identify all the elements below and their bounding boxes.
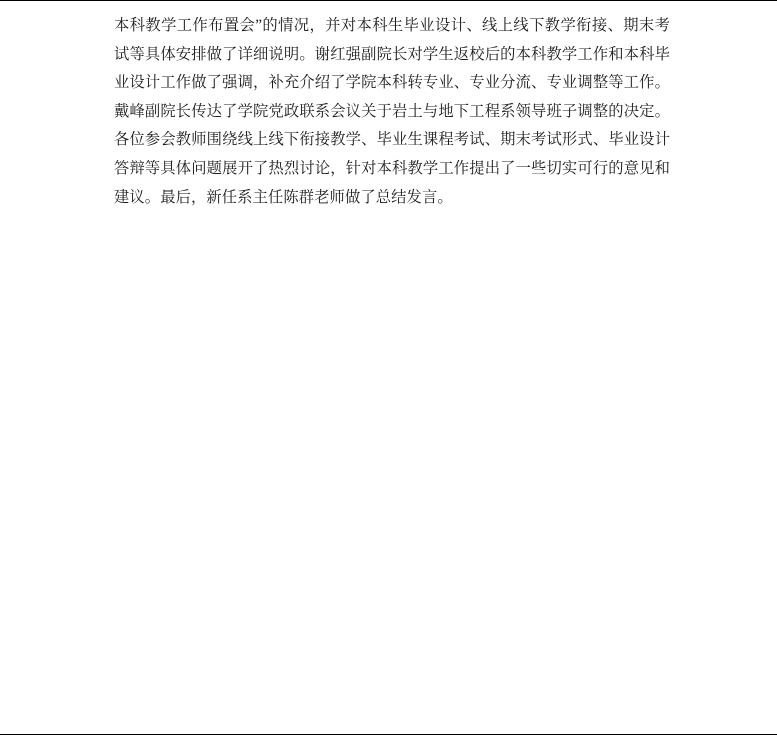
page-top-divider: [0, 0, 777, 1]
body-paragraph: 本科教学工作布置会”的情况，并对本科生毕业设计、线上线下教学衔接、期末考试等具体安排做了详细说明。谢红强副院长对学生返校后的本科教学工作和本科毕业设计工作做了强调，补充介绍了学院本科转专业、专业分流、专业调整等工作。戴峰副院长传达了学院党政联系会议关于岩土与地下工程系领导班子调整的决定。各位参会教师围绕线上线下衔接教学、毕业生课程考试、期末考试形式、毕业设计答辩等具体问题展开了热烈讨论，针对本科教学工作提出了一些切实可行的意见和建议。最后，新任系主任陈群老师做了总结发言。: [114, 17, 670, 206]
page-empty-space: [114, 245, 670, 715]
document-text-block: [114, 12, 670, 212]
